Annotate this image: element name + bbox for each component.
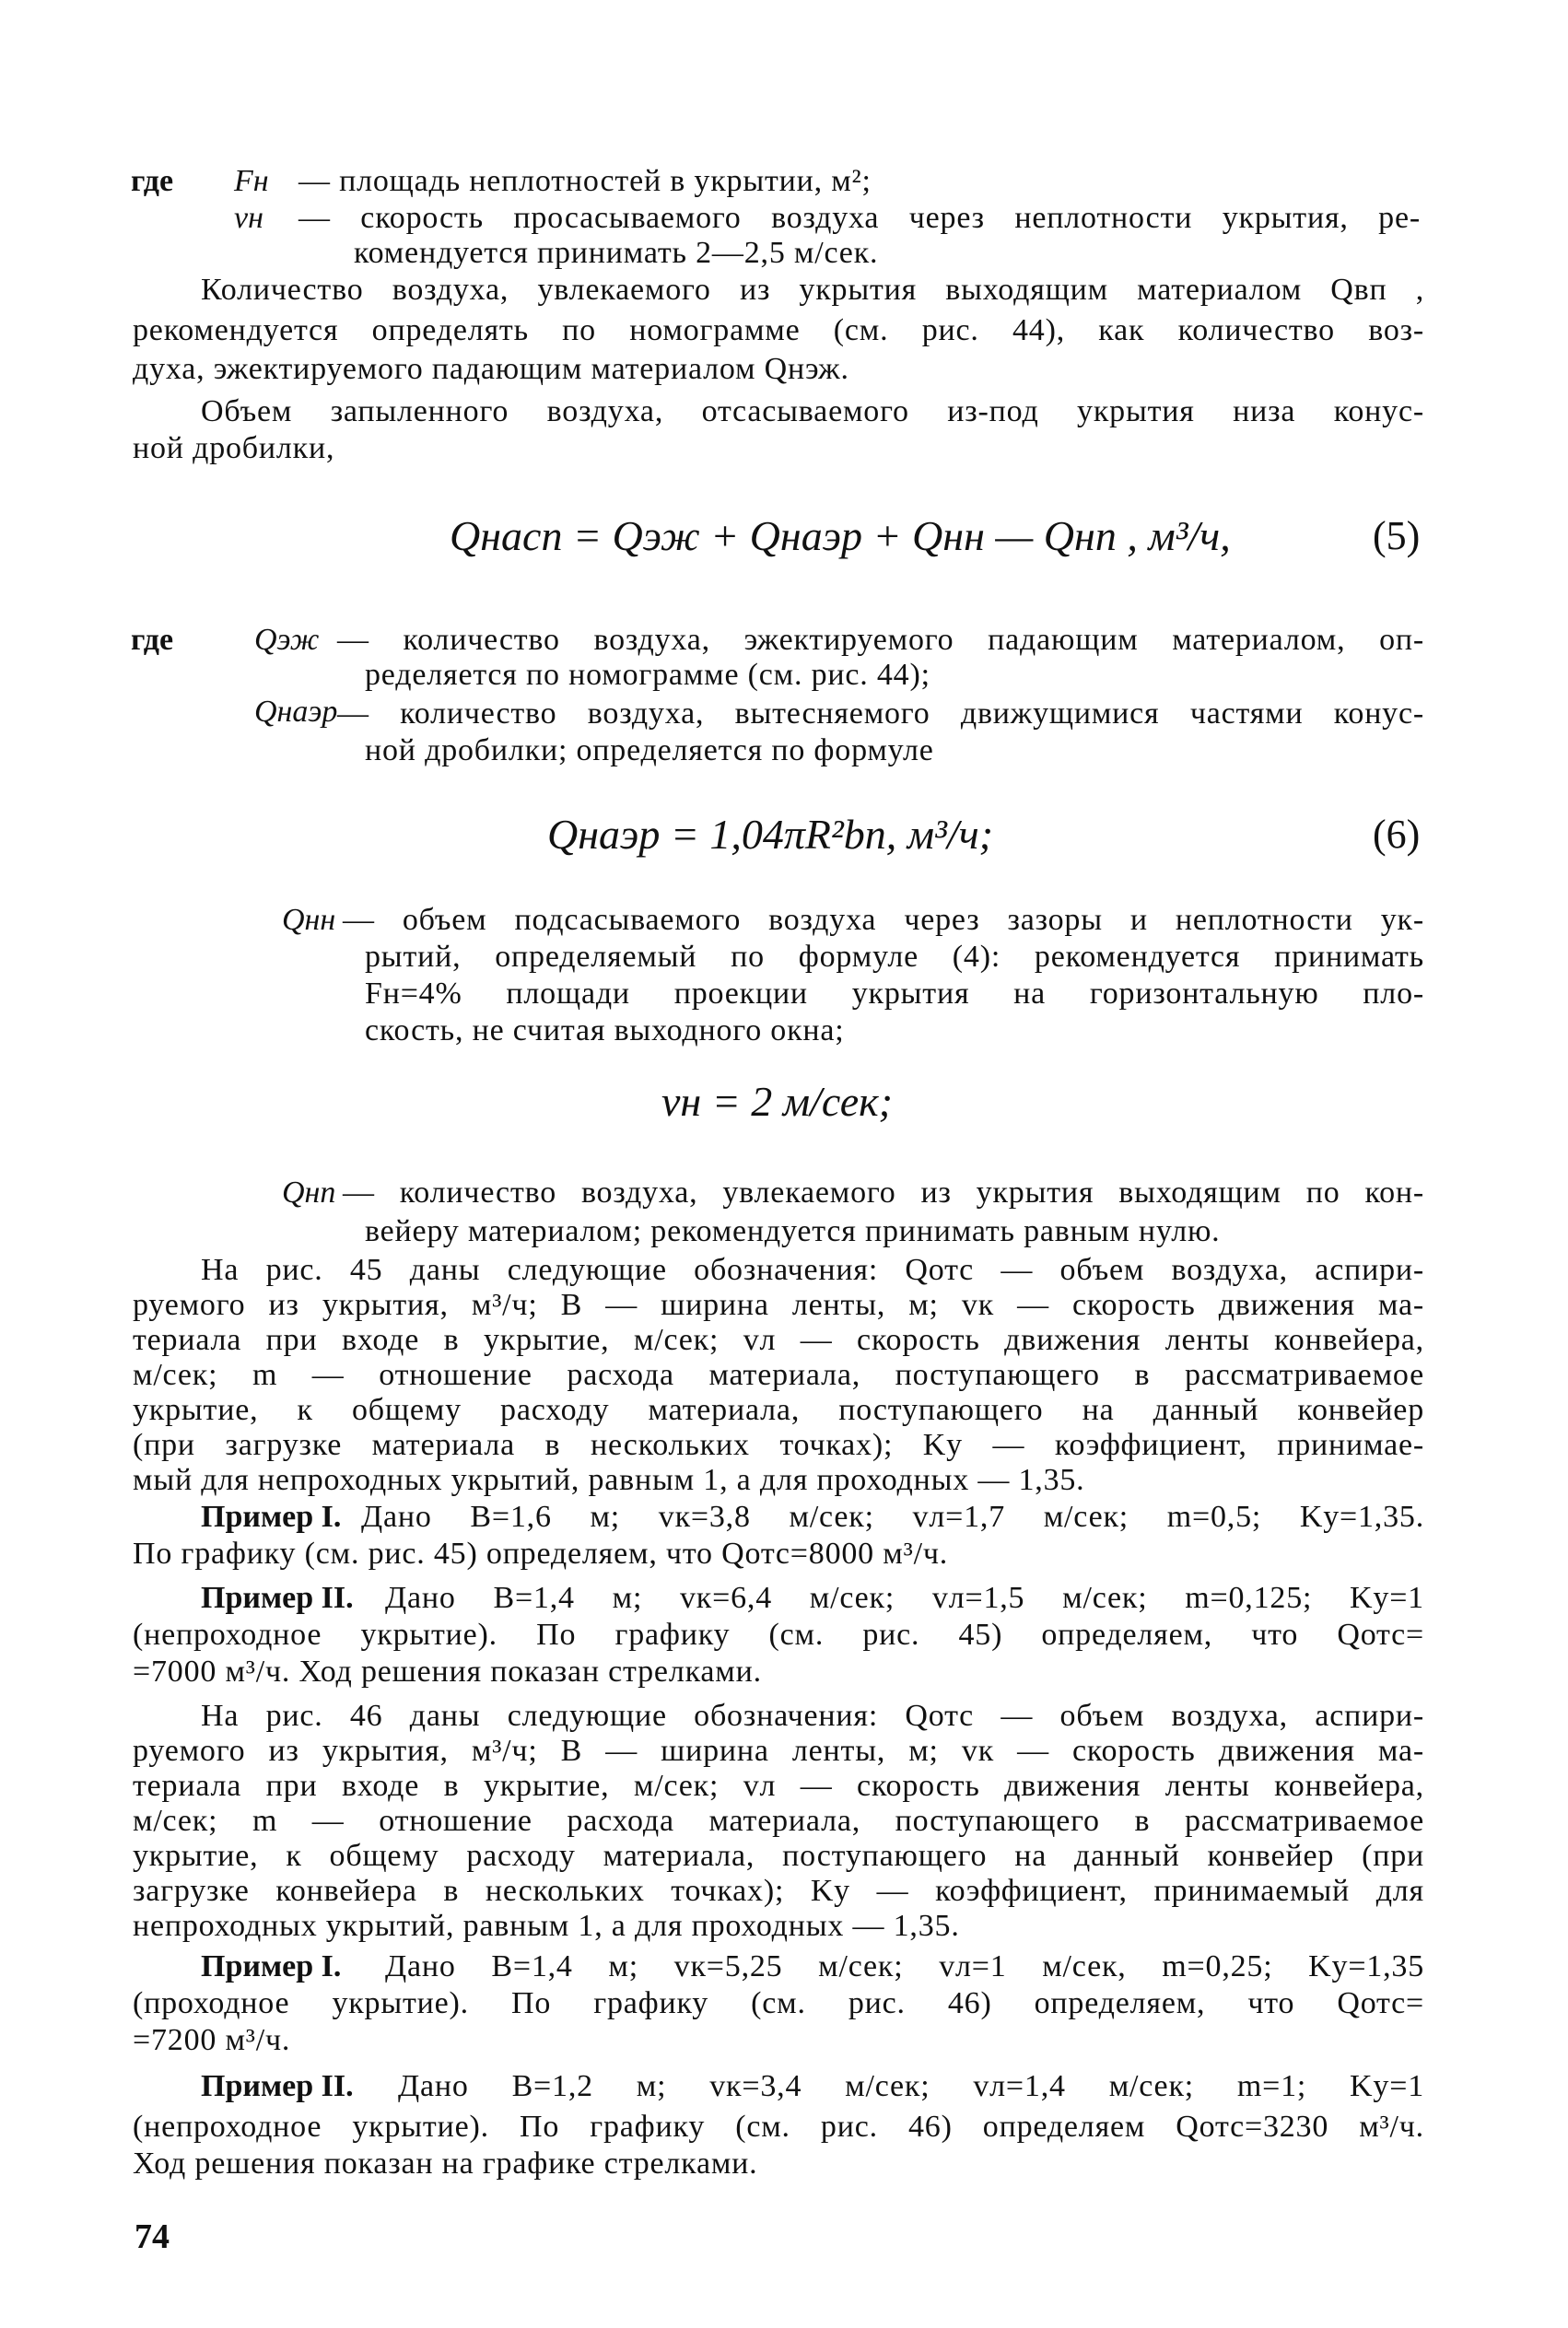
def-qnn-line3: Fн=4% площади проекции укрытия на горизонтальную пло- xyxy=(365,977,1424,1011)
symbol-vn: vн xyxy=(234,201,263,235)
equation-6: Qнаэр = 1,04πR²bn, м³/ч; xyxy=(547,811,993,858)
def-qnn-line1: — объем подсасываемого воздуха через зазоры и неплотности ук- xyxy=(343,903,1424,937)
ex45-1-line1: Дано B=1,6 м; vк=3,8 м/сек; vл=1,7 м/сек; m=0,5; Kу=1,35. xyxy=(361,1500,1424,1534)
def-qnp-line1: — количество воздуха, увлекаемого из укрытия выходящим по кон- xyxy=(343,1176,1424,1210)
equation-6-number: (6) xyxy=(1373,812,1421,857)
ex46-1-line3: =7200 м³/ч. xyxy=(133,2023,291,2057)
fig46-line1: На рис. 46 даны следующие обозначения: Qотс — объем воздуха, аспири- xyxy=(201,1699,1424,1733)
para2-line2: ной дробилки, xyxy=(133,431,335,465)
def-vn-line2: комендуется принимать 2—2,5 м/сек. xyxy=(354,236,879,270)
def-qaer-line1: — количество воздуха, вытесняемого движущимися частями конус- xyxy=(337,696,1424,731)
ex46-2-label: Пример II. xyxy=(201,2069,354,2103)
ex46-1-line1: Дано B=1,4 м; vк=5,25 м/сек; vл=1 м/сек, m=0,25; Kу=1,35 xyxy=(385,1949,1424,1983)
fig46-line6: загрузке конвейера в нескольких точках); Kу — коэффициент, принимаемый для xyxy=(133,1874,1424,1908)
ex45-1-label: Пример I. xyxy=(201,1500,342,1534)
def-qej-line2: ределяется по номограмме (см. рис. 44); xyxy=(365,658,930,692)
fig45-line4: м/сек; m — отношение расхода материала, поступающего в рассматриваемое xyxy=(133,1358,1424,1392)
fig45-line1: На рис. 45 даны следующие обозначения: Qотс — объем воздуха, аспири- xyxy=(201,1253,1424,1287)
ex45-2-label: Пример II. xyxy=(201,1581,354,1615)
def-qnn-line4: скость, не считая выходного окна; xyxy=(365,1013,845,1047)
ex46-1-line2: (проходное укрытие). По графику (см. рис. 46) определяем, что Qотс= xyxy=(133,1986,1424,2020)
symbol-qej: Qэж xyxy=(254,623,320,657)
ex45-2-line2: (непроходное укрытие). По графику (см. рис. 45) определяем, что Qотс= xyxy=(133,1618,1424,1652)
para1-line3: духа, эжектируемого падающим материалом Qнэж. xyxy=(133,352,849,386)
symbol-fn: Fн xyxy=(234,164,269,198)
symbol-qaer: Qнаэр xyxy=(254,695,338,729)
ex45-2-line1: Дано B=1,4 м; vк=6,4 м/сек; vл=1,5 м/сек; m=0,125; Kу=1 xyxy=(385,1581,1424,1615)
symbol-qnp: Qнп xyxy=(282,1176,336,1210)
symbol-qnn: Qнн xyxy=(282,903,336,937)
equation-5: Qнасп = Qэж + Qнаэр + Qнн — Qнп , м³/ч, xyxy=(450,512,1231,559)
fig46-line3: териала при входе в укрытие, м/сек; vл — скорость движения ленты конвейера, xyxy=(133,1769,1424,1803)
fig46-line2: руемого из укрытия, м³/ч; B — ширина ленты, м; vк — скорость движения ма- xyxy=(133,1734,1424,1768)
ex46-2-line1: Дано B=1,2 м; vк=3,4 м/сек; vл=1,4 м/сек; m=1; Kу=1 xyxy=(398,2069,1424,2103)
def-qaer-line2: ной дробилки; определяется по формуле xyxy=(365,733,934,767)
para1-line2: рекомендуется определять по номограмме (см. рис. 44), как количество воз- xyxy=(133,313,1424,347)
fig46-line4: м/сек; m — отношение расхода материала, поступающего в рассматриваемое xyxy=(133,1804,1424,1838)
where-label-2: где xyxy=(131,623,174,657)
equation-vn: vн = 2 м/сек; xyxy=(661,1078,893,1125)
page-number: 74 xyxy=(135,2217,170,2256)
ex45-1-line2: По графику (см. рис. 45) определяем, что Qотс=8000 м³/ч. xyxy=(133,1537,949,1571)
def-qej-line1: — количество воздуха, эжектируемого падающим материалом, оп- xyxy=(337,623,1424,657)
where-label: где xyxy=(131,164,174,198)
fig46-line5: укрытие, к общему расходу материала, поступающего на данный конвейер (при xyxy=(133,1839,1424,1873)
fig45-line7: мый для непроходных укрытий, равным 1, а для проходных — 1,35. xyxy=(133,1463,1085,1497)
para2-line1: Объем запыленного воздуха, отсасываемого из-под укрытия низа конус- xyxy=(201,394,1424,428)
fig45-line5: укрытие, к общему расходу материала, поступающего на данный конвейер xyxy=(133,1393,1424,1427)
fig45-line3: териала при входе в укрытие, м/сек; vл — скорость движения ленты конвейера, xyxy=(133,1323,1424,1357)
fig46-line7: непроходных укрытий, равным 1, а для проходных — 1,35. xyxy=(133,1909,960,1943)
def-vn-line1: — скорость просасываемого воздуха через неплотности укрытия, ре- xyxy=(298,201,1421,235)
ex45-2-line3: =7000 м³/ч. Ход решения показан стрелками. xyxy=(133,1655,762,1689)
para1-line1: Количество воздуха, увлекаемого из укрытия выходящим материалом Qвп , xyxy=(201,273,1424,307)
fig45-line2: руемого из укрытия, м³/ч; B — ширина ленты, м; vк — скорость движения ма- xyxy=(133,1288,1424,1322)
fig45-line6: (при загрузке материала в нескольких точках); Kу — коэффициент, принимае- xyxy=(133,1428,1424,1462)
equation-5-number: (5) xyxy=(1373,513,1421,558)
ex46-2-line2: (непроходное укрытие). По графику (см. рис. 46) определяем Qотс=3230 м³/ч. xyxy=(133,2110,1424,2144)
ex46-2-line3: Ход решения показан на графике стрелками. xyxy=(133,2147,758,2181)
def-qnp-line2: вейеру материалом; рекомендуется принимать равным нулю. xyxy=(365,1214,1221,1248)
def-qnn-line2: рытий, определяемый по формуле (4): рекомендуется принимать xyxy=(365,940,1424,974)
def-fn: — площадь неплотностей в укрытии, м²; xyxy=(298,164,872,198)
ex46-1-label: Пример I. xyxy=(201,1949,342,1983)
